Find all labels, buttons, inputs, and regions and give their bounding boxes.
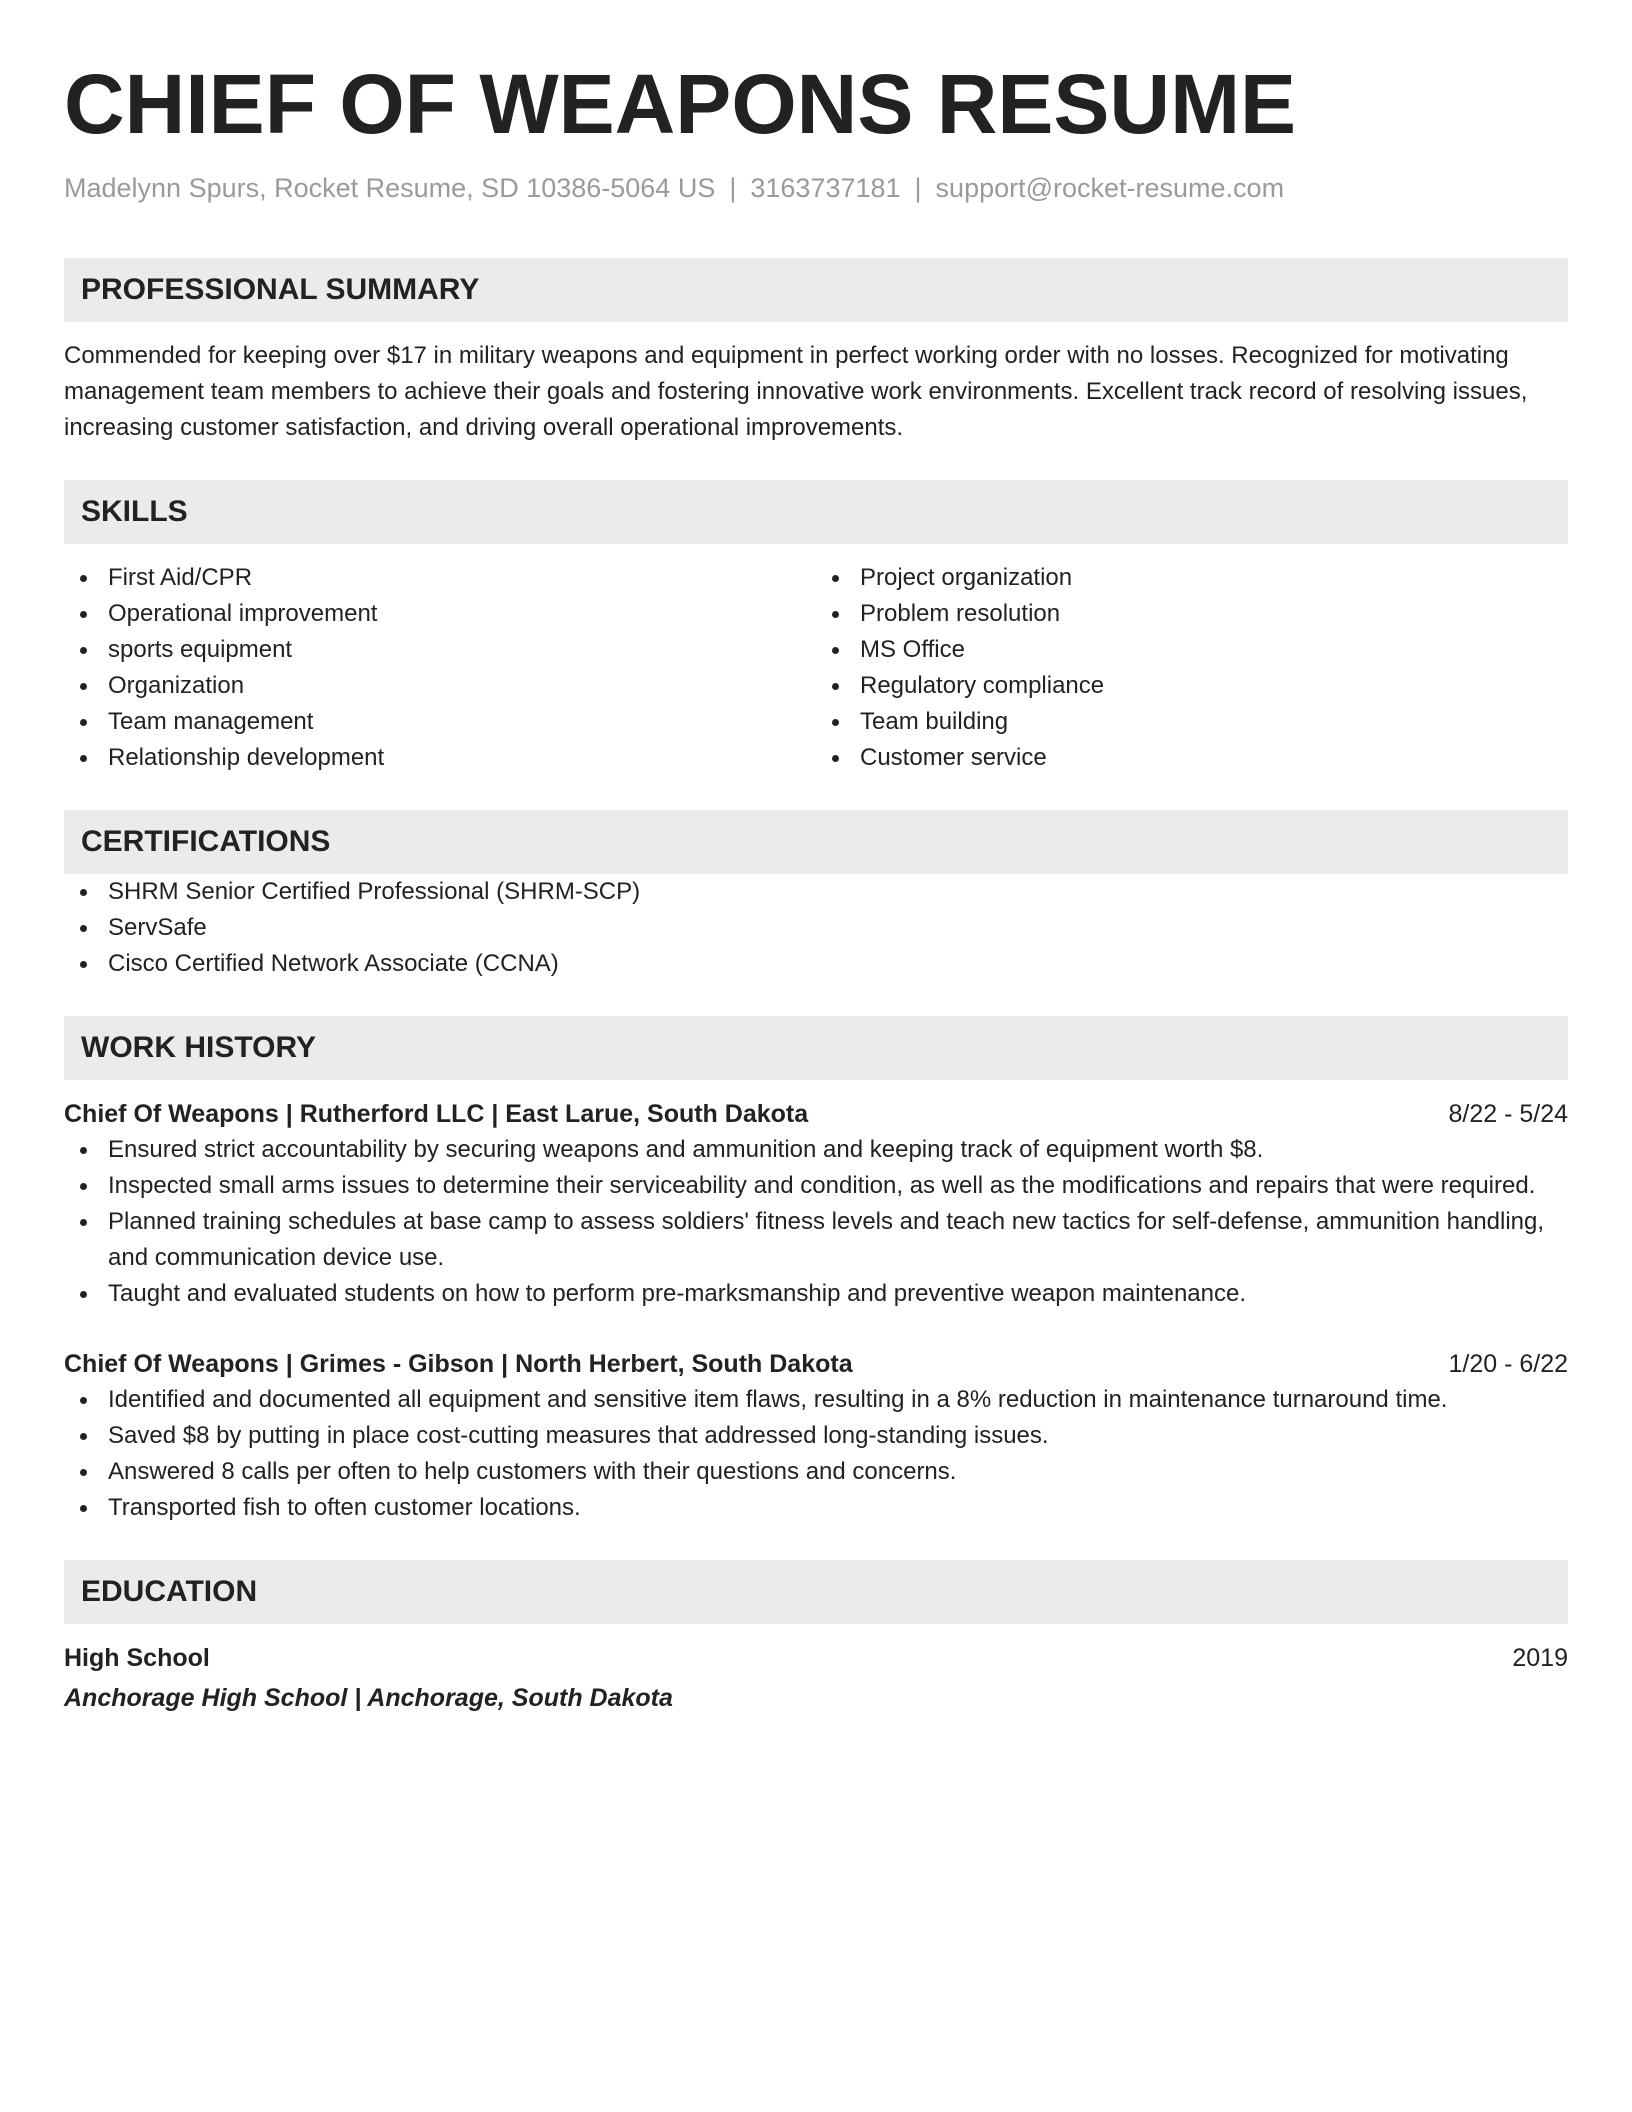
education-year: 2019 <box>1512 1644 1568 1672</box>
contact-line <box>64 170 1568 206</box>
skill-item: Team management <box>64 704 816 740</box>
skills-list-right <box>816 560 1568 776</box>
section-header-summary: PROFESSIONAL SUMMARY <box>64 258 1568 322</box>
job-title: Chief Of Weapons | Grimes - Gibson | North Herbert, South Dakota <box>64 1350 853 1378</box>
skill-item: Problem resolution <box>816 596 1568 632</box>
contact-separator: | <box>914 173 922 203</box>
job-bullet: Answered 8 calls per often to help customers with their questions and concerns. <box>64 1454 1568 1490</box>
contact-separator: | <box>729 173 737 203</box>
job-bullets <box>64 1132 1568 1312</box>
skill-item: Organization <box>64 668 816 704</box>
job-bullet: Planned training schedules at base camp to assess soldiers' fitness levels and teach new tactics for self-defense, ammunition handling, and communication device use. <box>64 1204 1568 1276</box>
certification-item: SHRM Senior Certified Professional (SHRM-SCP) <box>64 874 1568 910</box>
education-school: Anchorage High School | Anchorage, South Dakota <box>64 1684 673 1712</box>
contact-email: support@rocket-resume.com <box>935 173 1285 203</box>
skill-item: Project organization <box>816 560 1568 596</box>
skill-item: First Aid/CPR <box>64 560 816 596</box>
job-entry <box>64 1096 1568 1312</box>
skills-column-left <box>64 560 816 776</box>
job-bullet: Inspected small arms issues to determine their serviceability and condition, as well as the modifications and repairs that were required. <box>64 1168 1568 1204</box>
section-header-education: EDUCATION <box>64 1560 1568 1624</box>
resume-title: CHIEF OF WEAPONS RESUME <box>64 57 1297 151</box>
skill-item: MS Office <box>816 632 1568 668</box>
job-bullet: Ensured strict accountability by securing weapons and ammunition and keeping track of equipment worth $8. <box>64 1132 1568 1168</box>
job-bullets <box>64 1382 1568 1526</box>
skill-item: Operational improvement <box>64 596 816 632</box>
skills-list-left <box>64 560 816 776</box>
job-bullet: Saved $8 by putting in place cost-cutting measures that addressed long-standing issues. <box>64 1418 1568 1454</box>
section-header-work-history: WORK HISTORY <box>64 1016 1568 1080</box>
contact-address: Madelynn Spurs, Rocket Resume, SD 10386-5064 US <box>64 173 716 203</box>
job-dates: 8/22 - 5/24 <box>1448 1100 1568 1128</box>
skill-item: Regulatory compliance <box>816 668 1568 704</box>
skill-item: Customer service <box>816 740 1568 776</box>
job-entry <box>64 1346 1568 1526</box>
job-bullet: Transported fish to often customer locations. <box>64 1490 1568 1526</box>
job-header <box>64 1096 1568 1132</box>
skill-item: Team building <box>816 704 1568 740</box>
job-title: Chief Of Weapons | Rutherford LLC | East Larue, South Dakota <box>64 1100 809 1128</box>
job-header <box>64 1346 1568 1382</box>
education-degree: High School <box>64 1644 210 1672</box>
summary-text: Commended for keeping over $17 in military weapons and equipment in perfect working order with no losses. Recognized for motivating management team members to achieve their goals and fostering innovative work environments. Excellent track record of resolving issues, increasing customer satisfaction, and driving overall operational improvements. <box>64 342 1528 441</box>
certification-item: ServSafe <box>64 910 1568 946</box>
contact-phone: 3163737181 <box>750 173 901 203</box>
section-header-certifications: CERTIFICATIONS <box>64 810 1568 874</box>
certifications-list <box>64 874 1568 982</box>
skill-item: sports equipment <box>64 632 816 668</box>
section-header-skills: SKILLS <box>64 480 1568 544</box>
education-header <box>64 1640 1568 1676</box>
skills-columns <box>64 560 1568 776</box>
job-bullet: Taught and evaluated students on how to perform pre-marksmanship and preventive weapon maintenance. <box>64 1276 1568 1312</box>
job-dates: 1/20 - 6/22 <box>1448 1350 1568 1378</box>
job-bullet: Identified and documented all equipment and sensitive item flaws, resulting in a 8% reduction in maintenance turnaround time. <box>64 1382 1568 1418</box>
skills-column-right <box>816 560 1568 776</box>
skill-item: Relationship development <box>64 740 816 776</box>
certification-item: Cisco Certified Network Associate (CCNA) <box>64 946 1568 982</box>
